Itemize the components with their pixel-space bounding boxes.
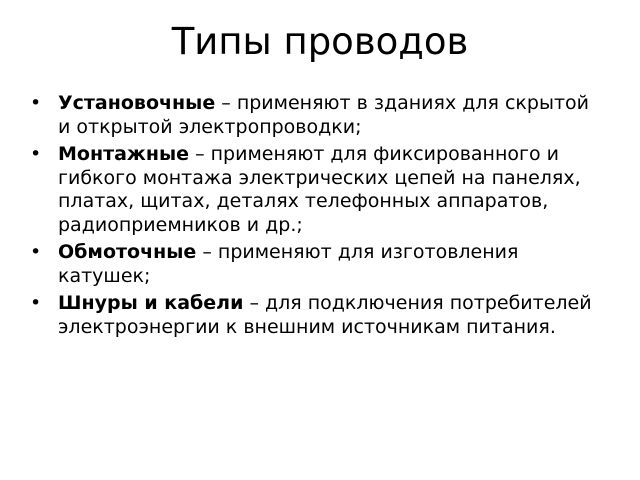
bullet-icon: • (30, 241, 42, 263)
bullet-text: – применяют для изготовления катушек; (58, 241, 519, 287)
bullet-icon: • (30, 92, 42, 114)
bullet-term: Монтажные (58, 143, 190, 165)
bullet-item-installation (30, 92, 605, 139)
bullet-term: Установочные (58, 92, 216, 114)
bullet-term: Шнуры и кабели (58, 292, 244, 314)
bullet-text: – применяют в зданиях для скрытой и открытой электропроводки; (58, 92, 590, 138)
slide-title: Типы проводов (171, 20, 469, 63)
bullet-text: – для подключения потребителей электроэнергии к внешним источникам питания. (58, 292, 592, 338)
bullet-icon: • (30, 292, 42, 314)
bullet-item-mounting (30, 143, 605, 237)
bullet-icon: • (30, 143, 42, 165)
bullet-list (30, 92, 605, 343)
bullet-term: Обмоточные (58, 241, 197, 263)
bullet-text: – применяют для фиксированного и гибкого монтажа электрических цепей на панелях, платах, щитах, деталях телефонных аппаратов, радиоприемников и др.; (58, 143, 581, 236)
bullet-item-winding (30, 241, 605, 288)
bullet-item-cords-cables (30, 292, 605, 339)
